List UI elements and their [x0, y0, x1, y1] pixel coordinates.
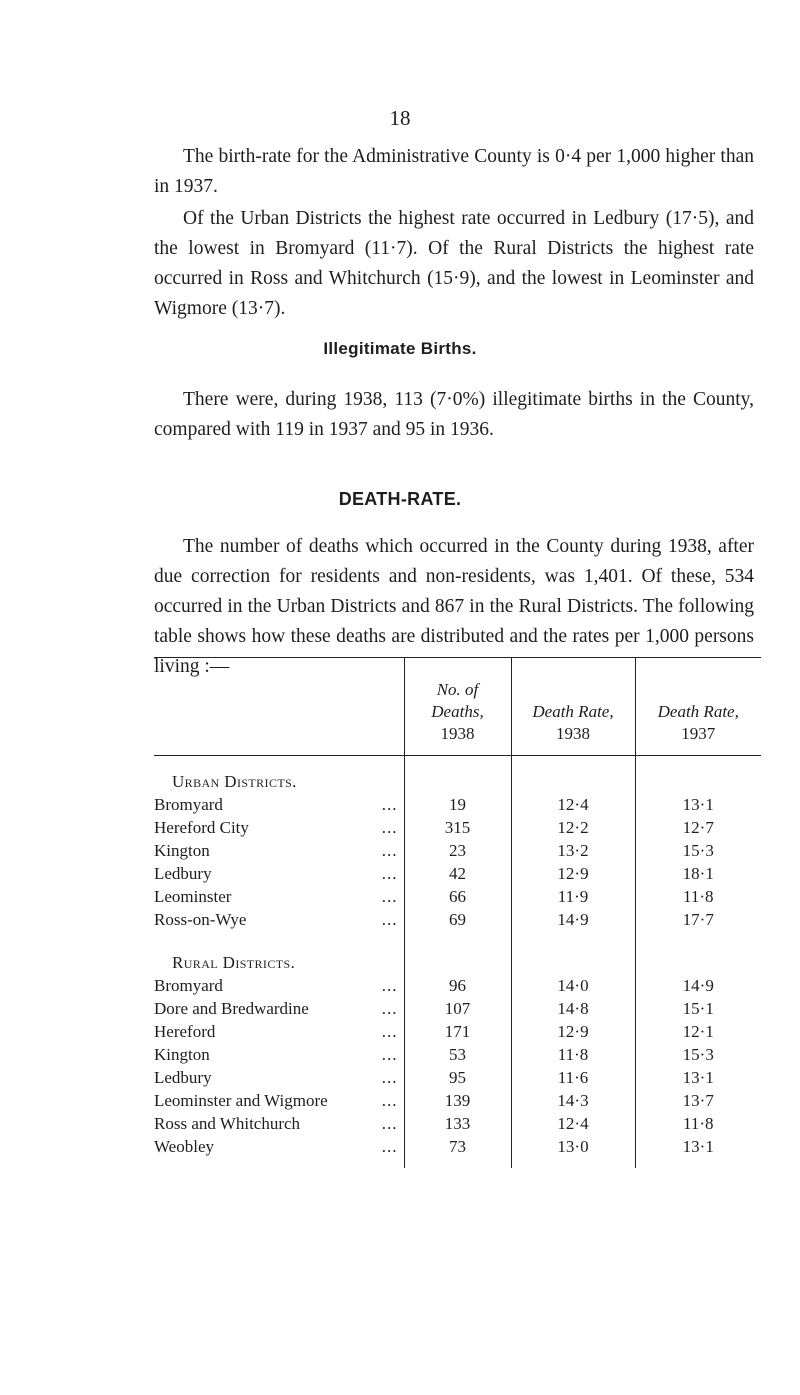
- district-name: Kington ...: [154, 841, 398, 860]
- section-spacer: [154, 931, 761, 951]
- table-row: [154, 1135, 761, 1158]
- district-name: Ross-on-Wye ...: [154, 910, 398, 929]
- rate-1938-cell: 12·9: [511, 862, 635, 885]
- deaths-cell: 315: [404, 816, 511, 839]
- deaths-cell: 66: [404, 885, 511, 908]
- rate-1937-cell: 12·1: [635, 1020, 761, 1043]
- rate-1937-cell: 13·7: [635, 1089, 761, 1112]
- rural-section-label: Rural Districts.: [172, 953, 296, 972]
- rate-1937-cell: 13·1: [635, 793, 761, 816]
- table-row: [154, 908, 761, 931]
- rate-1937-cell: 15·1: [635, 997, 761, 1020]
- deaths-column-header: No. of Deaths, 1938: [404, 658, 511, 756]
- table-row: [154, 793, 761, 816]
- table-end: [154, 1158, 761, 1168]
- deaths-cell: 139: [404, 1089, 511, 1112]
- district-name: Kington ...: [154, 1045, 398, 1064]
- table-row: [154, 974, 761, 997]
- rural-section-row: [154, 951, 761, 974]
- table-row: [154, 1089, 761, 1112]
- deaths-cell: 107: [404, 997, 511, 1020]
- table-row: [154, 1043, 761, 1066]
- rate-1938-column-header: Death Rate, 1938: [511, 658, 635, 756]
- rate-1937-cell: 12·7: [635, 816, 761, 839]
- table-header-row: [154, 658, 761, 756]
- rate-1938-cell: 12·9: [511, 1020, 635, 1043]
- birth-rate-paragraph: The birth-rate for the Administrative County is 0·4 per 1,000 higher than in 1937.: [154, 146, 754, 197]
- page-number: 18: [389, 106, 411, 130]
- deaths-cell: 96: [404, 974, 511, 997]
- rate-1938-cell: 12·4: [511, 1112, 635, 1135]
- rate-1937-cell: 11·8: [635, 1112, 761, 1135]
- deaths-cell: 19: [404, 793, 511, 816]
- district-name: Ledbury ...: [154, 1068, 398, 1087]
- district-name: Hereford ...: [154, 1022, 398, 1041]
- district-name: Dore and Bredwardine ...: [154, 999, 398, 1018]
- illegitimate-paragraph: There were, during 1938, 113 (7·0%) illegitimate births in the County, compared with 119 in 1937 and 95 in 1936.: [154, 389, 754, 440]
- district-name: Hereford City ...: [154, 818, 398, 837]
- district-name: Leominster and Wigmore ...: [154, 1091, 398, 1110]
- rate-1938-cell: 13·0: [511, 1135, 635, 1158]
- deaths-cell: 23: [404, 839, 511, 862]
- death-rate-table: [154, 657, 761, 1168]
- deaths-cell: 171: [404, 1020, 511, 1043]
- death-rate-heading: DEATH-RATE.: [338, 489, 462, 509]
- deaths-cell: 69: [404, 908, 511, 931]
- rate-1937-cell: 13·1: [635, 1135, 761, 1158]
- deaths-cell: 133: [404, 1112, 511, 1135]
- rate-1937-cell: 17·7: [635, 908, 761, 931]
- rate-1937-cell: 15·3: [635, 1043, 761, 1066]
- urban-section-row: [154, 756, 761, 794]
- rate-1938-cell: 11·6: [511, 1066, 635, 1089]
- deaths-cell: 53: [404, 1043, 511, 1066]
- district-name: Leominster ...: [154, 887, 398, 906]
- deaths-cell: 73: [404, 1135, 511, 1158]
- district-name: Ledbury ...: [154, 864, 398, 883]
- table-row: [154, 839, 761, 862]
- rate-1938-cell: 14·0: [511, 974, 635, 997]
- district-name: Bromyard ...: [154, 976, 398, 995]
- rate-1938-cell: 11·8: [511, 1043, 635, 1066]
- illegitimate-births-heading: Illegitimate Births.: [323, 339, 477, 358]
- rate-1938-cell: 12·2: [511, 816, 635, 839]
- rate-1937-cell: 11·8: [635, 885, 761, 908]
- rate-1937-cell: 18·1: [635, 862, 761, 885]
- rate-1938-cell: 14·9: [511, 908, 635, 931]
- rate-1938-cell: 12·4: [511, 793, 635, 816]
- district-name: Weobley ...: [154, 1137, 398, 1156]
- rate-1937-cell: 15·3: [635, 839, 761, 862]
- table-row: [154, 1066, 761, 1089]
- rate-1938-cell: 11·9: [511, 885, 635, 908]
- district-name: Bromyard ...: [154, 795, 398, 814]
- district-column-header: [154, 658, 404, 756]
- table-row: [154, 862, 761, 885]
- deaths-cell: 95: [404, 1066, 511, 1089]
- deaths-cell: 42: [404, 862, 511, 885]
- rate-1937-cell: 14·9: [635, 974, 761, 997]
- table-row: [154, 1020, 761, 1043]
- table-row: [154, 885, 761, 908]
- table-row: [154, 997, 761, 1020]
- district-name: Ross and Whitchurch ...: [154, 1114, 398, 1133]
- table-row: [154, 1112, 761, 1135]
- rate-1938-cell: 13·2: [511, 839, 635, 862]
- rate-1937-column-header: Death Rate, 1937: [635, 658, 761, 756]
- districts-paragraph: Of the Urban Districts the highest rate occurred in Ledbury (17·5), and the lowest in Bromyard (11·7). Of the Rural Districts the highest rate occurred in Ross and Whitchurch (15·9), and the lowest in Leominster and Wigmore (13·7).: [154, 208, 754, 319]
- death-rate-paragraph: The number of deaths which occurred in the County during 1938, after due correction for residents and non-residents, was 1,401. Of these, 534 occurred in the Urban Districts and 867 in the Rural Districts. The following table shows how these deaths are distributed and the rates per 1,000 persons living :—: [154, 536, 754, 677]
- urban-section-label: Urban Districts.: [172, 772, 297, 791]
- rate-1937-cell: 13·1: [635, 1066, 761, 1089]
- rate-1938-cell: 14·3: [511, 1089, 635, 1112]
- rate-1938-cell: 14·8: [511, 997, 635, 1020]
- table-row: [154, 816, 761, 839]
